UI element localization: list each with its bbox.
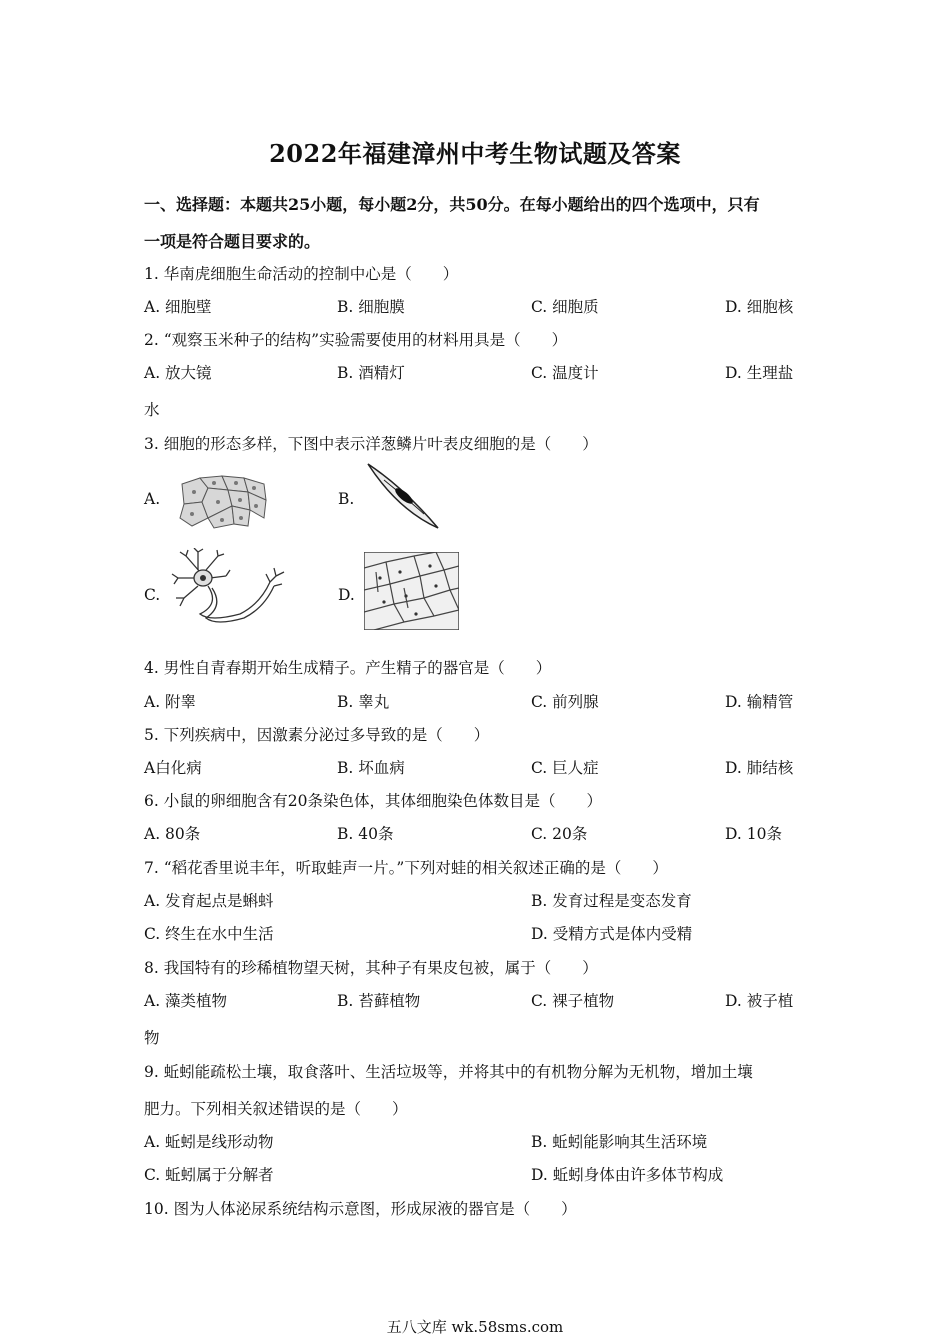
question-6-option-b: B. 40条: [337, 825, 394, 843]
question-3-option-b: B.: [338, 490, 355, 508]
question-5-option-c: C. 巨人症: [531, 759, 599, 777]
section-heading-line2: 一项是符合题目要求的。: [144, 232, 321, 251]
question-7-stem: 7. “稻花香里说丰年，听取蛙声一片。”下列对蛙的相关叙述正确的是（ ）: [144, 859, 668, 877]
question-8-option-c: C. 裸子植物: [531, 992, 615, 1010]
question-5-stem: 5. 下列疾病中，因激素分泌过多导致的是（ ）: [144, 726, 490, 744]
question-2-option-d: D. 生理盐: [725, 364, 794, 382]
question-9-option-a: A. 蚯蚓是线形动物: [144, 1133, 274, 1151]
question-3-stem: 3. 细胞的形态多样，下图中表示洋葱鳞片叶表皮细胞的是（ ）: [144, 435, 598, 453]
question-6-stem: 6. 小鼠的卵细胞含有20条染色体，其体细胞染色体数目是（ ）: [144, 792, 602, 810]
question-6-option-a: A. 80条: [144, 825, 201, 843]
question-7-option-d: D. 受精方式是体内受精: [531, 925, 693, 943]
question-3-option-c: C.: [144, 586, 161, 604]
question-8-option-b: B. 苔藓植物: [337, 992, 421, 1010]
question-5-option-a: A白化病: [144, 759, 202, 777]
page-footer: 五八文库 wk.58sms.com: [386, 1318, 564, 1336]
onion-epidermis-figure: [364, 552, 459, 630]
question-7-option-c: C. 终生在水中生活: [144, 925, 274, 943]
question-4-option-a: A. 附睾: [144, 693, 197, 711]
section-heading-line1: 一、选择题：本题共25小题，每小题2分，共50分。在每小题给出的四个选项中，只有: [144, 195, 760, 214]
question-6-option-c: C. 20条: [531, 825, 588, 843]
question-8-option-a: A. 藻类植物: [144, 992, 228, 1010]
question-1-option-a: A. 细胞壁: [144, 298, 212, 316]
question-4-option-c: C. 前列腺: [531, 693, 599, 711]
question-1-stem: 1. 华南虎细胞生命活动的控制中心是（ ）: [144, 265, 459, 283]
question-9-option-d: D. 蚯蚓身体由许多体节构成: [531, 1166, 724, 1184]
question-4-option-b: B. 睾丸: [337, 693, 390, 711]
question-1-option-b: B. 细胞膜: [337, 298, 405, 316]
question-1-option-d: D. 细胞核: [725, 298, 794, 316]
question-4-option-d: D. 输精管: [725, 693, 794, 711]
question-10-stem: 10. 图为人体泌尿系统结构示意图，形成尿液的器官是（ ）: [144, 1200, 577, 1218]
question-4-stem: 4. 男性自青春期开始生成精子。产生精子的器官是（ ）: [144, 659, 552, 677]
question-8-stem: 8. 我国特有的珍稀植物望天树，其种子有果皮包被，属于（ ）: [144, 959, 598, 977]
question-2-option-d-wrap: 水: [144, 401, 160, 419]
question-2-option-a: A. 放大镜: [144, 364, 212, 382]
muscle-cell-figure: [364, 462, 442, 530]
question-3-option-d: D.: [338, 586, 355, 604]
question-6-option-d: D. 10条: [725, 825, 782, 843]
page-title: 2022年福建漳州中考生物试题及答案: [269, 139, 681, 168]
question-3-option-a: A.: [144, 490, 161, 508]
question-5-option-b: B. 坏血病: [337, 759, 405, 777]
question-2-option-b: B. 酒精灯: [337, 364, 405, 382]
question-5-option-d: D. 肺结核: [725, 759, 794, 777]
question-2-stem: 2. “观察玉米种子的结构”实验需要使用的材料用具是（ ）: [144, 331, 568, 349]
question-2-option-c: C. 温度计: [531, 364, 599, 382]
question-7-option-a: A. 发育起点是蝌蚪: [144, 892, 274, 910]
neuron-figure: [170, 548, 288, 628]
question-1-option-c: C. 细胞质: [531, 298, 599, 316]
question-9-stem-line1: 9. 蚯蚓能疏松土壤，取食落叶、生活垃圾等，并将其中的有机物分解为无机物，增加土壤: [144, 1063, 753, 1081]
question-9-stem-line2: 肥力。下列相关叙述错误的是（ ）: [144, 1100, 408, 1118]
question-9-option-c: C. 蚯蚓属于分解者: [144, 1166, 274, 1184]
question-7-option-b: B. 发育过程是变态发育: [531, 892, 692, 910]
question-9-option-b: B. 蚯蚓能影响其生活环境: [531, 1133, 708, 1151]
epithelial-cells-figure: [178, 474, 270, 530]
question-8-option-d: D. 被子植: [725, 992, 794, 1010]
question-8-option-d-wrap: 物: [144, 1029, 160, 1047]
